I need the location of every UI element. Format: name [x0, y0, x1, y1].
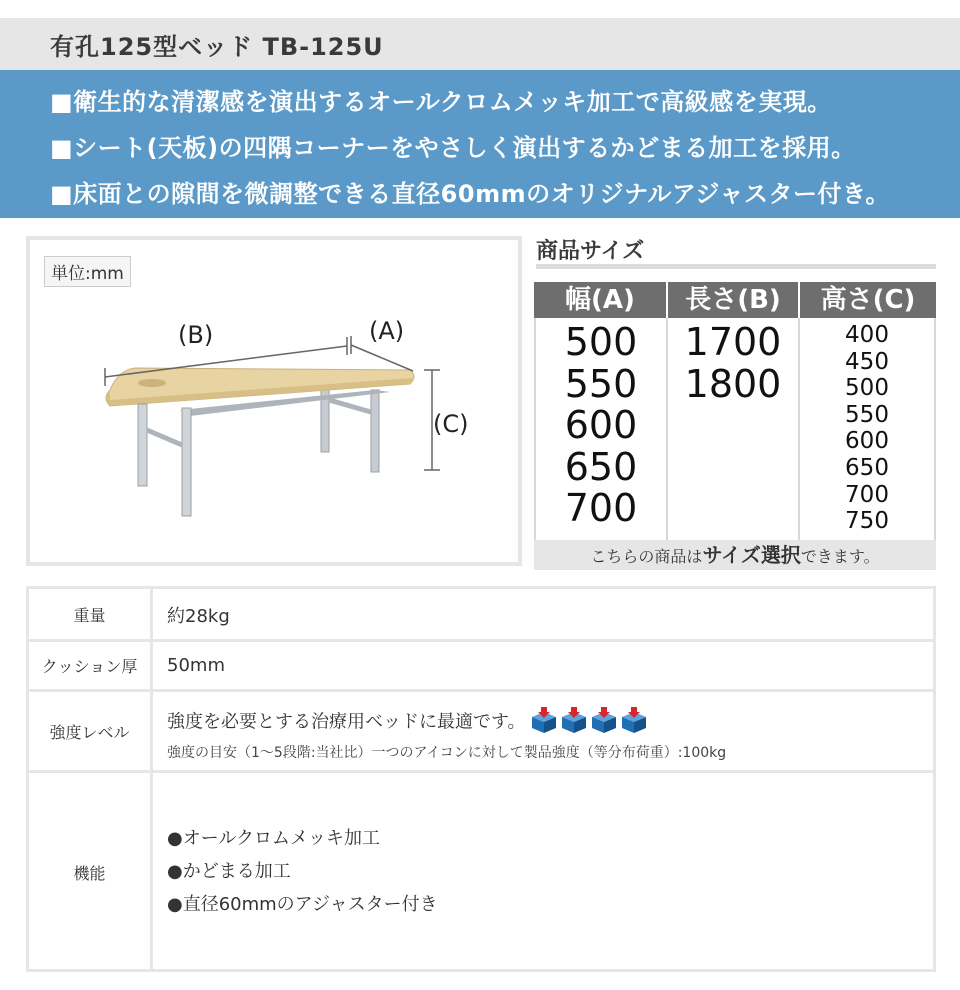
- width-value: 650: [564, 444, 638, 489]
- height-value: 500: [845, 375, 889, 402]
- height-value: 550: [845, 401, 889, 428]
- bed-illustration: [30, 240, 518, 562]
- note-emphasis: サイズ選択: [702, 543, 801, 567]
- strength-cube-icon: [530, 706, 558, 734]
- header-length: 長さ(B): [668, 282, 798, 318]
- header-height: 高さ(C): [800, 282, 936, 318]
- note-suffix: できます。: [800, 547, 880, 566]
- feature-line-2: ■シート(天板)の四隅コーナーをやさしく演出するかどまる加工を採用。: [50, 134, 856, 162]
- cushion-value: 50mm: [167, 655, 225, 676]
- height-value: 700: [845, 481, 889, 508]
- product-title: 有孔125型ベッド TB-125U: [50, 33, 384, 61]
- feature-item: ●直径60mmのアジャスター付き: [167, 894, 438, 915]
- dimension-diagram: [26, 236, 522, 566]
- spec-table: [26, 586, 936, 972]
- length-value: 1800: [684, 361, 782, 406]
- spec-row-weight: [29, 589, 933, 639]
- height-value: 400: [845, 322, 889, 348]
- width-value: 700: [564, 486, 638, 530]
- width-column: [534, 318, 668, 540]
- divider: [536, 264, 936, 269]
- strength-cube-icon: [590, 706, 618, 734]
- width-value: 600: [564, 403, 638, 447]
- strength-value: 強度を必要とする治療用ベッドに最適です。: [167, 711, 526, 733]
- height-column: [798, 318, 936, 540]
- strength-cube-icon: [620, 706, 648, 734]
- header-width: 幅(A): [534, 282, 666, 318]
- height-value: 650: [845, 454, 889, 481]
- size-select-note: [534, 540, 936, 570]
- size-table: [534, 282, 936, 568]
- spec-row-features: [29, 770, 933, 972]
- weight-label: 重量: [29, 589, 153, 639]
- width-value: 500: [564, 320, 638, 364]
- features-label: 機能: [29, 773, 153, 972]
- feature-item: ●オールクロムメッキ加工: [167, 828, 380, 849]
- title-bar: [0, 18, 960, 70]
- label-b: (B): [178, 321, 214, 349]
- feature-line-1: ■衛生的な清潔感を演出するオールクロムメッキ加工で高級感を実現。: [50, 88, 832, 116]
- length-value: 1700: [684, 320, 782, 364]
- size-heading: 商品サイズ: [536, 239, 645, 264]
- strength-value-line: [167, 706, 650, 739]
- strength-label: 強度レベル: [29, 692, 153, 770]
- strength-icons: [530, 706, 650, 739]
- label-a: (A): [369, 317, 405, 345]
- feature-item: ●かどまる加工: [167, 861, 291, 882]
- length-column: [666, 318, 800, 540]
- weight-value: 約28kg: [167, 606, 230, 627]
- height-value: 600: [845, 428, 889, 455]
- note-prefix: こちらの商品は: [590, 547, 703, 566]
- feature-line-3: ■床面との隙間を微調整できる直径60mmのオリジナルアジャスター付き。: [50, 180, 890, 208]
- label-c: (C): [433, 410, 469, 438]
- strength-cube-icon: [560, 706, 588, 734]
- cushion-label: クッション厚: [29, 642, 153, 689]
- height-value: 450: [845, 348, 889, 375]
- height-value: 750: [845, 508, 889, 535]
- width-value: 550: [564, 361, 638, 406]
- unit-badge: 単位:mm: [44, 256, 131, 287]
- feature-band: [0, 70, 960, 218]
- spec-row-cushion: [29, 639, 933, 689]
- strength-note: 強度の目安（1～5段階:当社比）一つのアイコンに対して製品強度（等分布荷重）:100kg: [167, 745, 727, 761]
- spec-row-strength: [29, 689, 933, 770]
